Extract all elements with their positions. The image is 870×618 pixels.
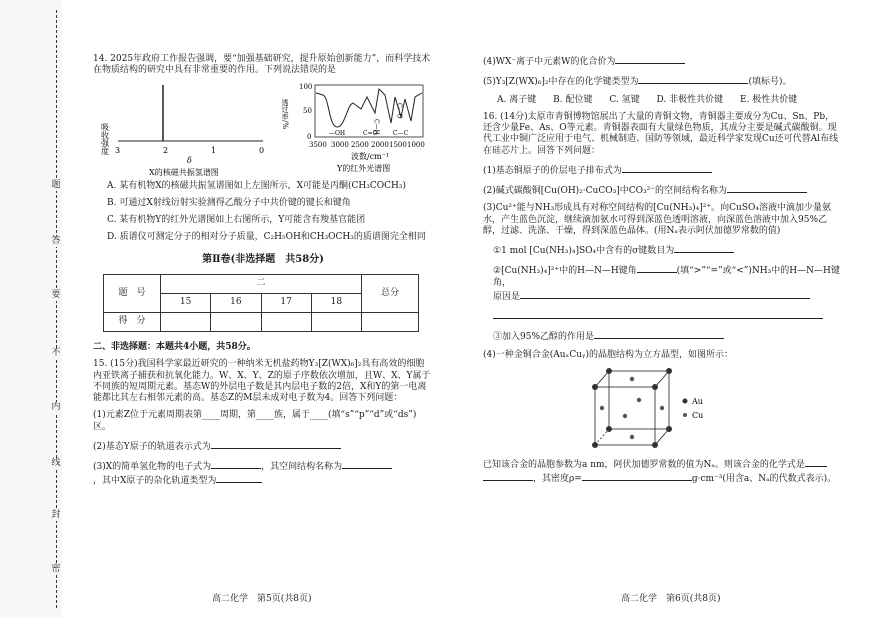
answer-blank[interactable] xyxy=(483,471,533,481)
binding-char: 答 xyxy=(51,236,61,246)
ir-peak-label: C—C xyxy=(393,129,409,137)
question-16-2 xyxy=(483,183,843,197)
score-table-total: 总分 xyxy=(362,275,419,313)
answer-blank[interactable] xyxy=(342,459,392,469)
q16-3-2-text: ②[Cu(NH₃)₄]²⁺中的H—N—H键角 xyxy=(493,266,637,277)
q15-3-text: ，其空间结构名称为 xyxy=(261,462,343,472)
nmr-tick: 2 xyxy=(163,145,169,155)
score-cell[interactable] xyxy=(362,313,419,332)
answer-blank[interactable] xyxy=(211,459,261,469)
ir-caption: Y的红外光谱图 xyxy=(337,163,391,173)
q16-4-text: 已知该合金的晶胞参数为a nm，阿伏加德罗常数的值为Nₐ。则该合金的化学式是 xyxy=(483,459,805,470)
q16-3-2-text: 原因是 xyxy=(493,291,521,302)
binding-char: 题 xyxy=(51,180,61,190)
binding-char: 密 xyxy=(51,564,61,574)
ir-peak-label: C=O xyxy=(363,129,378,137)
q16-4-text: ，其密度ρ= xyxy=(533,474,582,484)
page-footer-right: 高二化学 第6页(共8页) xyxy=(621,594,721,604)
answer-blank[interactable] xyxy=(615,54,685,64)
score-table-num: 16 xyxy=(211,294,261,313)
cu-legend-dot xyxy=(683,413,687,417)
answer-blank[interactable] xyxy=(622,163,712,173)
question-14-stem: 14. 2025年政府工作报告强调，要“加强基础研究，提升原始创新能力”，而科学技术在物质结构的研究中具有非常重要的作用。下列说法错误的是 xyxy=(93,54,431,76)
answer-blank[interactable] xyxy=(805,457,827,467)
q16-3-1-text: ①1 mol [Cu(NH₃)₄]SO₄中含有的σ键数目为 xyxy=(493,246,675,256)
ir-xtick: 1000 xyxy=(407,140,425,149)
page-footer-left: 高二化学 第5页(共8页) xyxy=(212,594,312,604)
q15-5-text: (5)Y₃[Z(WX)₆]₂中存在的化学键类型为 xyxy=(483,77,639,88)
ir-ytick: 50 xyxy=(303,106,312,115)
q15-5-option: C. 氢键 xyxy=(609,94,640,105)
ir-xtick: 3500 xyxy=(309,140,327,149)
nmr-xunit: δ xyxy=(187,155,192,165)
nmr-tick: 3 xyxy=(115,145,121,155)
answer-blank[interactable] xyxy=(637,263,677,273)
q16-4-text: g·cm⁻³(用含a、Nₐ的代数式表示)。 xyxy=(691,474,837,484)
ir-xtick: 3000 xyxy=(331,140,349,149)
figures-q14 xyxy=(93,83,433,193)
question-15-stem: 15. (15分)我国科学家最近研究的一种纳米无机盐药物Y₃[Z(WX)₆]₂具有高效的细胞内亚铁离子捕获和抗氧化能力。W、X、Y、Z的原子序数依次增加，且W、X、Y属于不同族的短周期元素。基态W的外层电子数是其内层电子数的2倍，X和Y的第一电离能都比其左右相邻元素的高。基态Z的M层未成对电子数为4。回答下列问题： xyxy=(93,359,431,403)
answer-blank[interactable] xyxy=(638,74,748,84)
question-15-3 xyxy=(93,459,433,488)
answer-blank[interactable] xyxy=(582,471,692,481)
question-15-4 xyxy=(483,54,843,68)
binding-strip xyxy=(0,0,62,618)
spectra-figure xyxy=(93,83,433,193)
binding-char: 线 xyxy=(51,458,61,468)
q15-4-text: (4)WX⁻离子中元素W的化合价为 xyxy=(483,57,616,67)
answer-blank[interactable] xyxy=(211,439,341,449)
answer-blank[interactable] xyxy=(520,289,810,299)
part2-heading: 二、非选择题：本题共4小题，共58分。 xyxy=(93,342,256,352)
ir-ytick: 100 xyxy=(299,82,313,91)
question-16-4: (4)一种金铜合金(AuₓCuᵧ)的晶胞结构为立方晶型，如图所示： xyxy=(483,349,733,360)
question-16-stem: 16. (14分)太原市青铜博物馆展出了大量的青铜文物，青铜器主要成分为Cu、Sn、Pb，还含少量Fe、As、O等元素。青铜器表面有大量绿色物质，其成分主要是碱式碳酸铜。现代工业中铜广泛应用于电气、机械制造、国防等领域，最近科学家发现Cu还可代替Al布线在硅芯片上。回答下列问题： xyxy=(483,111,839,156)
ir-peak-label: C—O xyxy=(395,102,403,119)
ir-xtick: 1500 xyxy=(389,140,407,149)
ir-xtick: 2000 xyxy=(371,140,389,149)
nmr-spectrum xyxy=(100,85,265,177)
question-15-2 xyxy=(93,439,433,453)
ir-spectrum xyxy=(281,83,425,173)
question-16-4b xyxy=(483,457,843,486)
question-16-3-2 xyxy=(493,263,843,323)
q15-5-option: D. 非极性共价键 xyxy=(656,94,724,105)
ir-xtick: 2500 xyxy=(351,140,369,149)
question-16-3: (3)Cu²⁺能与NH₃形成具有对称空间结构的[Cu(NH₃)₄]²⁺。向CuSO₄溶液中滴加少量氨水，产生蓝色沉淀，继续滴加氨水可得到深蓝色透明溶液，向深蓝色溶液中加入95%乙醇，过滤、洗涤、干燥，得到深蓝色晶体。(用Nₐ表示阿伏加德罗常数的值) xyxy=(483,203,831,236)
ir-peak-label: —OH xyxy=(329,129,346,137)
q14-option-a: A. 某有机物X的核磁共振氢谱图如上左图所示，X可能是丙酮(CH₃COCH₃) xyxy=(107,180,407,191)
nmr-tick: 1 xyxy=(211,145,217,155)
left-column xyxy=(93,54,433,494)
question-16-3-3 xyxy=(493,329,843,343)
au-legend-label: Au xyxy=(692,396,703,406)
q14-option-d: D. 质谱仪可测定分子的相对分子质量，C₂H₅OH和CH₃OCH₃的质谱图完全相同 xyxy=(107,232,426,243)
answer-blank[interactable] xyxy=(594,329,724,339)
nmr-caption: X的核磁共振氢谱图 xyxy=(149,167,219,177)
binding-char: 要 xyxy=(51,290,61,300)
answer-blank[interactable] xyxy=(216,473,262,483)
q14-option-b: B. 可通过X射线衍射实验测得乙酸分子中共价键的键长和键角 xyxy=(107,197,351,208)
q15-3-text: ，其中X原子的杂化轨道类型为 xyxy=(93,476,217,487)
nmr-tick: 0 xyxy=(259,145,265,155)
cu-legend-label: Cu xyxy=(692,410,704,420)
unit-cell-diagram xyxy=(483,367,843,451)
answer-blank[interactable] xyxy=(493,309,823,319)
q15-5-option: E. 极性共价键 xyxy=(740,94,798,105)
q15-5-option: B. 配位键 xyxy=(553,94,593,105)
score-table-num: 18 xyxy=(311,294,361,313)
right-column xyxy=(483,54,843,491)
answer-blank[interactable] xyxy=(727,183,807,193)
score-cell[interactable] xyxy=(311,313,361,332)
binding-char: 封 xyxy=(51,510,61,520)
q15-5-options xyxy=(497,95,843,106)
ir-xunit: 波数/cm⁻¹ xyxy=(351,151,390,161)
ir-ytick: 0 xyxy=(307,132,312,141)
score-table-num: 17 xyxy=(261,294,311,313)
unit-cell-figure xyxy=(483,367,843,451)
question-15-5 xyxy=(483,74,843,88)
q15-5-option: A. 离子键 xyxy=(497,94,537,105)
q16-1-text: (1)基态铜原子的价层电子排布式为 xyxy=(483,165,622,176)
score-cell[interactable] xyxy=(161,313,211,332)
ir-ylabel: 透过率/% xyxy=(281,98,289,129)
score-table-header: 题 号 xyxy=(104,275,161,313)
ir-peak-label: C—H xyxy=(372,118,380,135)
score-cell[interactable] xyxy=(261,313,311,332)
nmr-ylabel: 吸收强度 xyxy=(100,122,110,155)
au-legend-dot xyxy=(683,398,688,403)
score-table-group: 二 xyxy=(161,275,362,294)
binding-char: 不 xyxy=(51,348,61,358)
q16-2-text: (2)碱式碳酸铜[Cu(OH)₂·CuCO₃]中CO₃²⁻的空间结构名称为 xyxy=(483,186,727,196)
binding-char: 内 xyxy=(51,402,61,412)
score-cell[interactable] xyxy=(211,313,261,332)
q16-3-2-text: (填“>”“=”或“<”)NH₃中的H—N—H键角， xyxy=(493,266,840,288)
q15-3-text: (3)X的简单氢化物的电子式为 xyxy=(93,462,212,472)
question-16-3-1 xyxy=(493,243,843,257)
part2-title: 第Ⅱ卷(非选择题 共58分) xyxy=(202,253,324,265)
answer-blank[interactable] xyxy=(674,243,734,253)
question-16-1 xyxy=(483,163,843,177)
q16-3-3-text: ③加入95%乙醇的作用是 xyxy=(493,332,595,343)
question-15-1: (1)元素Z位于元素周期表第____周期，第____族，属于____(填“s”“p”“d”或“ds”)区。 xyxy=(93,410,417,432)
q15-5-text: (填标号)。 xyxy=(748,77,792,88)
score-table xyxy=(103,274,419,332)
score-label: 得 分 xyxy=(104,313,161,332)
score-table-num: 15 xyxy=(161,294,211,313)
q14-option-c: C. 某有机物Y的红外光谱图如上右图所示，Y可能含有羧基官能团 xyxy=(107,215,366,225)
q15-2-text: (2)基态Y原子的轨道表示式为 xyxy=(93,441,211,452)
